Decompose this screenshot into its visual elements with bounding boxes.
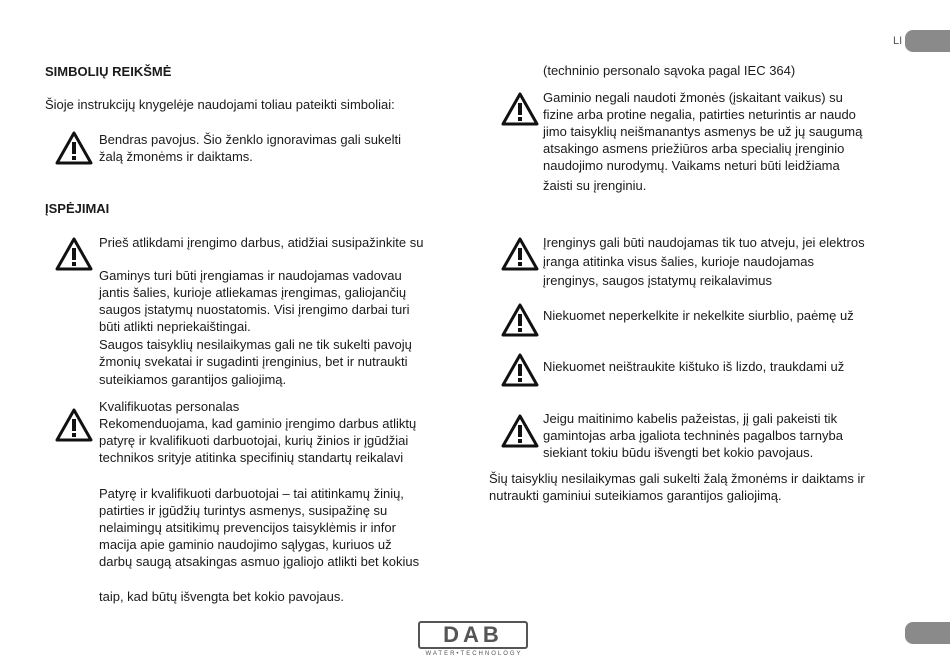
children-line-5: naudojimo nurodymų. Vaikams neturi būti leidžiama [543,158,840,173]
warning-triangle-icon [55,131,93,165]
logo-text: DAB [443,622,503,647]
warning1-line-3: jantis šalies, kurioje atliekamas įrengimas, galiojančių [99,285,407,300]
warning1-line-7: žmonių svekatai ir sugadinti įrenginius, bet ir nutraukti [99,354,408,369]
children-line-3: jimo taisyklių neišmanantys asmenys be už jų saugumą [543,124,863,139]
warning-triangle-icon [501,414,539,448]
general-danger-line-1: Bendras pavojus. Šio ženklo ignoravimas gali sukelti [99,132,402,147]
warning1-line-5: būti atlikti nepriekaištingai. [99,319,251,334]
cable-line-3: siekiant tokiu būdu išvengti bet kokio pavojaus. [543,445,814,460]
language-tab [905,30,950,52]
plug-warning: Niekuomet neištraukite kištuko iš lizdo, traukdami už [543,359,845,374]
heading-warnings: ĮSPĖJIMAI [45,201,110,216]
warning-triangle-icon [55,237,93,271]
logo-tagline: WATER•TECHNOLOGY [425,651,523,657]
children-line-6: žaisti su įrenginiu. [543,178,647,193]
cable-line-1: Jeigu maitinimo kabelis pažeistas, jį gali pakeisti tik [543,411,838,426]
intro-text: Šioje instrukcijų knygelėje naudojami toliau pateikti simboliai: [45,97,395,112]
heading-symbols: SIMBOLIŲ REIKŠMĖ [45,64,172,79]
closing-line-1: Šių taisyklių nesilaikymas gali sukelti žalą žmonėms ir daiktams ir [489,471,865,486]
warning-triangle-icon [55,408,93,442]
language-code: LI [893,35,903,47]
warning2-line-2: Rekomenduojama, kad gaminio įrengimo darbus atliktų [99,416,417,431]
electrical-line-1: Įrenginys gali būti naudojamas tik tuo atveju, jei elektros [543,235,865,250]
warning2-line-4: technikos srityje atitinka specifinių standartų reikalavi [99,450,404,465]
warning1-line-1: Prieš atlikdami įrengimo darbus, atidžiai susipažinkite su [99,235,424,250]
electrical-line-2: įranga atitinka visus šalies, kurioje naudojamas [543,254,814,269]
iec-note: (techninio personalo sąvoka pagal IEC 364) [543,63,796,78]
warning1-line-6: Saugos taisyklių nesilaikymas gali ne tik sukelti pavojų [99,337,412,352]
warning2-line-6: patirties ir įgūdžių turintys asmenys, susipažinę su [99,503,388,518]
page-tab [905,622,950,644]
warning-triangle-icon [501,92,539,126]
electrical-line-3: įrenginys, saugos įstatymų reikalavimus [543,273,773,288]
warning1-line-4: saugos įstatymų nuostatomis. Visi įrengimo darbai turi [99,302,410,317]
warning2-line-3: patyrę ir kvalifikuoti darbuotojai, kurių žinios ir įgūdžiai [99,433,409,448]
warning1-line-2: Gaminys turi būti įrengiamas ir naudojamas vadovau [99,268,402,283]
warning2-line-8: macija apie gaminio naudojimo sąlygas, kuriuos už [99,537,392,552]
warning2-line-1: Kvalifikuotas personalas [99,399,240,414]
children-line-1: Gaminio negali naudoti žmonės (įskaitant vaikus) su [543,90,843,105]
warning2-line-5: Patyrę ir kvalifikuoti darbuotojai – tai atitinkamų žinių, [99,486,404,501]
warning-triangle-icon [501,353,539,387]
warning1-line-8: suteikiamos garantijos galiojimą. [99,372,287,387]
move-warning: Niekuomet neperkelkite ir nekelkite siurblio, paėmę už [543,308,854,323]
children-line-4: atsakingo asmens priežiūros arba specialių įrenginio [543,141,845,156]
warning2-line-10: taip, kad būtų išvengta bet kokio pavojaus. [99,589,344,604]
general-danger-line-2: žalą žmonėms ir daiktams. [99,149,253,164]
warning-triangle-icon [501,303,539,337]
dab-logo [418,621,532,661]
warning2-line-7: nelaimingų atsitikimų prevencijos taisyklėmis ir infor [99,520,396,535]
warning2-line-9: darbų saugą atsakingas asmuo įgaliojo atlikti bet kokius [99,554,420,569]
cable-line-2: gamintojas arba įgaliota techninės pagalbos tarnyba [543,428,843,443]
children-line-2: fizine arba protine negalia, patirties neturintis ar naudo [543,107,856,122]
warning-triangle-icon [501,237,539,271]
closing-line-2: nutraukti gaminiui suteikiamos garantijos galiojimą. [489,488,782,503]
